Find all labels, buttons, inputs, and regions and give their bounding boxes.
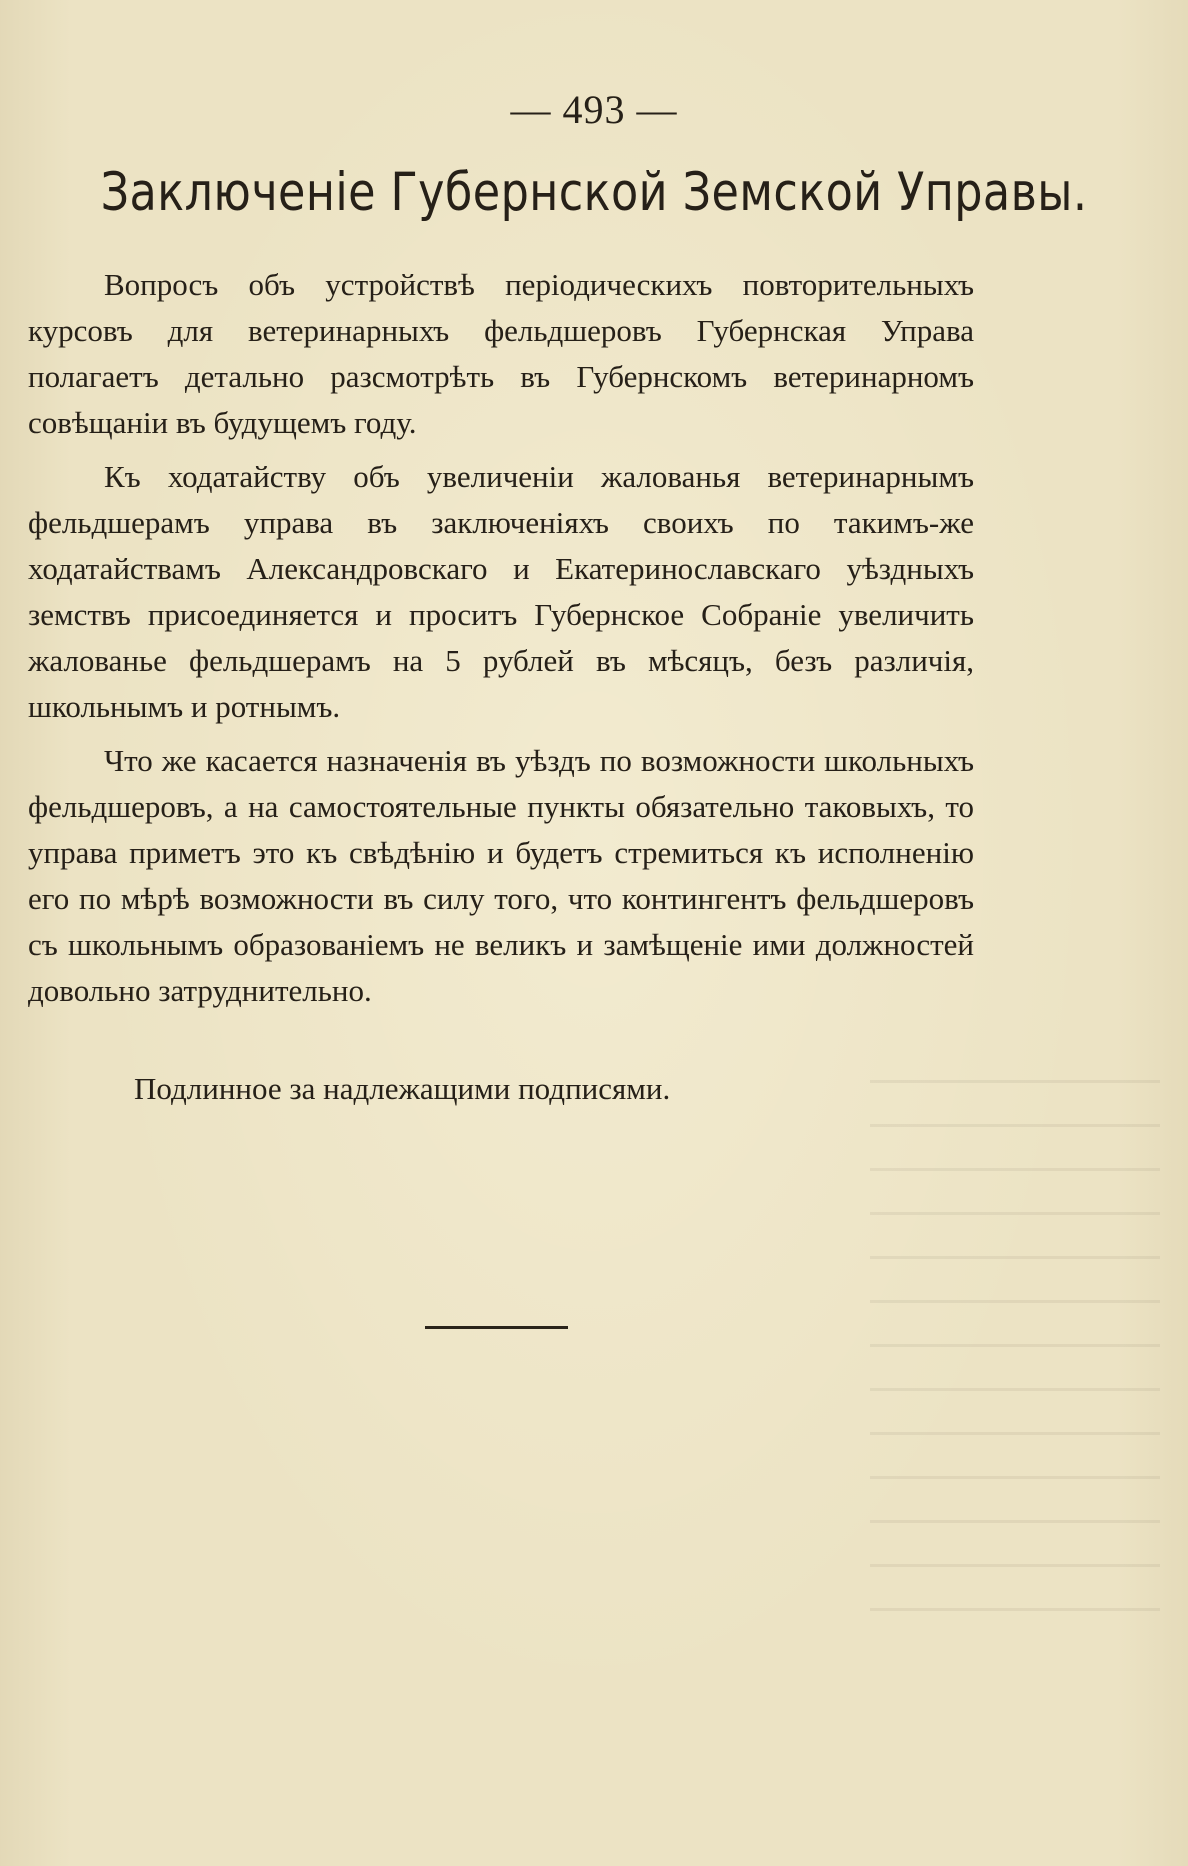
page-title: Заключеніе Губернской Земской Управы. — [100, 162, 1088, 223]
bleed-through-texture — [870, 1080, 1160, 1640]
body-text — [28, 262, 974, 1022]
paragraph-salary: Къ ходатайству объ увеличеніи жалованья ветеринарнымъ фельдшерамъ управа въ заключеніяхъ своихъ по такимъ-же ходатайствамъ Александровскаго и Екатеринославскаго уѣздныхъ земствъ присоединяется и проситъ Губернское Собраніе увеличить жалованье фельдшерамъ на 5 рублей въ мѣсяцъ, безъ различія, школьнымъ и ротнымъ. — [28, 459, 974, 724]
section-divider — [425, 1326, 568, 1329]
signature-note: Подлинное за надлежащими подписями. — [134, 1071, 671, 1106]
paragraph-courses: Вопросъ объ устройствѣ періодическихъ повторительныхъ курсовъ для ветеринарныхъ фельдшеровъ Губернская Управа полагаетъ детально разсмотрѣть въ Губернскомъ ветеринарномъ совѣщаніи въ будущемъ году. — [28, 267, 974, 440]
page-number: — 493 — — [510, 87, 678, 132]
paragraph-appointment: Что же касается назначенія въ уѣздъ по возможности школьныхъ фельдшеровъ, а на самостоятельные пункты обязательно таковыхъ, то управа приметъ это къ свѣдѣнію и будетъ стремиться къ исполненію его по мѣрѣ возможности въ силу того, что контингентъ фельдшеровъ съ школьнымъ образованіемъ не великъ и замѣщеніе ими должностей довольно затруднительно. — [28, 743, 974, 1008]
